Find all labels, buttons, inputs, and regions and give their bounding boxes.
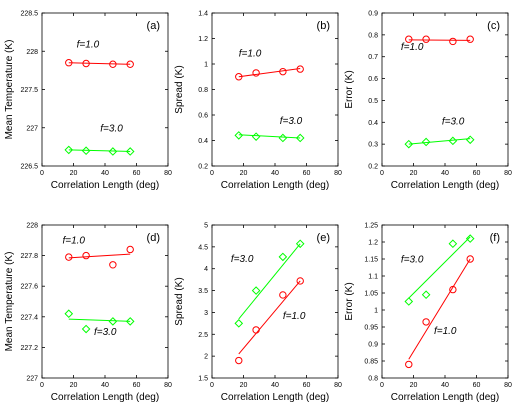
x-tick-label: 80 [334,382,342,389]
series-annotation: f=1.0 [62,235,86,247]
x-tick-label: 40 [271,382,279,389]
y-tick-label: 5 [204,222,208,230]
panel-label: (b) [316,20,330,32]
x-tick-label: 0 [40,382,44,389]
series-annotation: f=3.0 [441,116,465,128]
y-tick-label: 3 [204,309,208,317]
y-tick-label: 1.5 [198,375,208,383]
x-tick-label: 60 [302,170,311,177]
x-tick-label: 80 [504,170,512,177]
series-annotation: f=3.0 [279,115,303,127]
y-axis-label: Mean Temperature (K) [4,251,15,352]
y-tick-label: 3.5 [198,288,208,296]
x-tick-label: 40 [101,170,109,177]
y-tick-label: 4 [204,266,208,274]
x-tick-label: 40 [441,382,449,389]
y-tick-label: 227.2 [20,344,38,352]
x-axis-label: Correlation Length (deg) [220,392,330,403]
y-axis-label: Error (K) [344,282,355,321]
y-axis-label: Error (K) [344,70,355,109]
x-tick-label: 20 [69,382,78,389]
y-tick-label: 1 [204,61,208,69]
y-tick-label: 0.4 [368,119,378,127]
panel-label: (a) [146,20,160,32]
y-axis-label: Spread (K) [174,277,185,326]
y-tick-label: 227 [26,125,38,133]
y-tick-label: 1.4 [198,10,208,18]
x-tick-label: 40 [101,382,109,389]
x-tick-label: 60 [472,170,481,177]
y-tick-label: 0.9 [368,10,378,18]
y-tick-label: 0.8 [368,375,378,383]
x-tick-label: 40 [441,170,449,177]
y-tick-label: 228 [26,222,38,230]
y-axis-label: Mean Temperature (K) [4,39,15,140]
y-tick-label: 0.6 [368,76,378,84]
series-annotation: f=1.0 [238,48,262,60]
y-tick-label: 227.4 [20,314,38,322]
x-tick-label: 0 [40,170,44,177]
x-axis-label: Correlation Length (deg) [390,180,500,191]
x-tick-label: 0 [210,382,214,389]
y-tick-label: 0.5 [368,97,378,105]
y-tick-label: 0.95 [364,324,378,332]
series-annotation: f=3.0 [230,254,254,266]
x-tick-label: 20 [409,382,418,389]
y-tick-label: 0.8 [368,32,378,40]
y-tick-label: 1.2 [198,36,208,43]
series-annotation: f=1.0 [76,39,100,51]
x-tick-label: 0 [380,382,384,389]
series-annotation: f=3.0 [100,123,123,135]
x-tick-label: 20 [239,170,248,177]
y-tick-label: 227 [26,375,38,383]
x-tick-label: 60 [302,382,311,389]
panel-label: (e) [316,232,330,244]
panel-label: (f) [489,232,500,244]
y-tick-label: 228 [26,48,38,56]
y-tick-label: 228.5 [20,10,38,18]
x-tick-label: 20 [409,170,418,177]
y-tick-label: 0.85 [364,358,378,366]
y-tick-label: 0.9 [368,341,378,349]
y-tick-label: 0.3 [368,141,378,149]
x-tick-label: 0 [210,170,214,177]
x-axis-label: Correlation Length (deg) [390,392,500,403]
y-tick-label: 226.5 [20,163,38,171]
series-annotation: f=3.0 [93,327,117,339]
x-tick-label: 60 [132,170,141,177]
series-annotation: f=1.0 [400,42,424,54]
y-axis-label: Spread (K) [174,65,185,114]
series-annotation: f=1.0 [282,310,306,322]
x-tick-label: 60 [132,382,141,389]
y-tick-label: 0.2 [198,163,208,171]
y-tick-label: 4.5 [198,244,208,252]
y-tick-label: 0.6 [198,112,208,120]
series-annotation: f=3.0 [400,254,424,266]
x-tick-label: 40 [271,170,279,177]
panel-label: (c) [487,20,500,32]
x-tick-label: 20 [69,170,78,177]
y-tick-label: 1.05 [364,290,378,298]
y-tick-label: 0.7 [368,54,378,62]
y-tick-label: 1 [374,307,378,315]
y-tick-label: 227.5 [20,87,38,94]
x-tick-label: 0 [380,170,384,177]
x-tick-label: 80 [164,170,172,177]
x-axis-label: Correlation Length (deg) [50,180,160,191]
x-tick-label: 80 [504,382,512,389]
y-tick-label: 2.5 [198,331,208,339]
x-tick-label: 60 [472,382,481,389]
y-tick-label: 227.8 [20,253,38,261]
y-tick-label: 1.2 [368,239,378,247]
y-tick-label: 1.1 [368,273,378,281]
y-tick-label: 227.6 [20,283,38,291]
y-tick-label: 0.2 [368,163,378,171]
panel-label: (d) [146,232,160,244]
y-tick-label: 0.4 [198,138,208,145]
x-axis-label: Correlation Length (deg) [220,180,330,191]
x-tick-label: 80 [164,382,172,389]
y-tick-label: 2 [204,353,208,361]
x-tick-label: 20 [239,382,248,389]
x-tick-label: 80 [334,170,342,177]
y-tick-label: 1.15 [364,256,378,264]
y-tick-label: 0.8 [198,87,208,94]
y-tick-label: 1.25 [364,222,378,230]
series-annotation: f=1.0 [433,325,457,337]
x-axis-label: Correlation Length (deg) [50,392,160,403]
